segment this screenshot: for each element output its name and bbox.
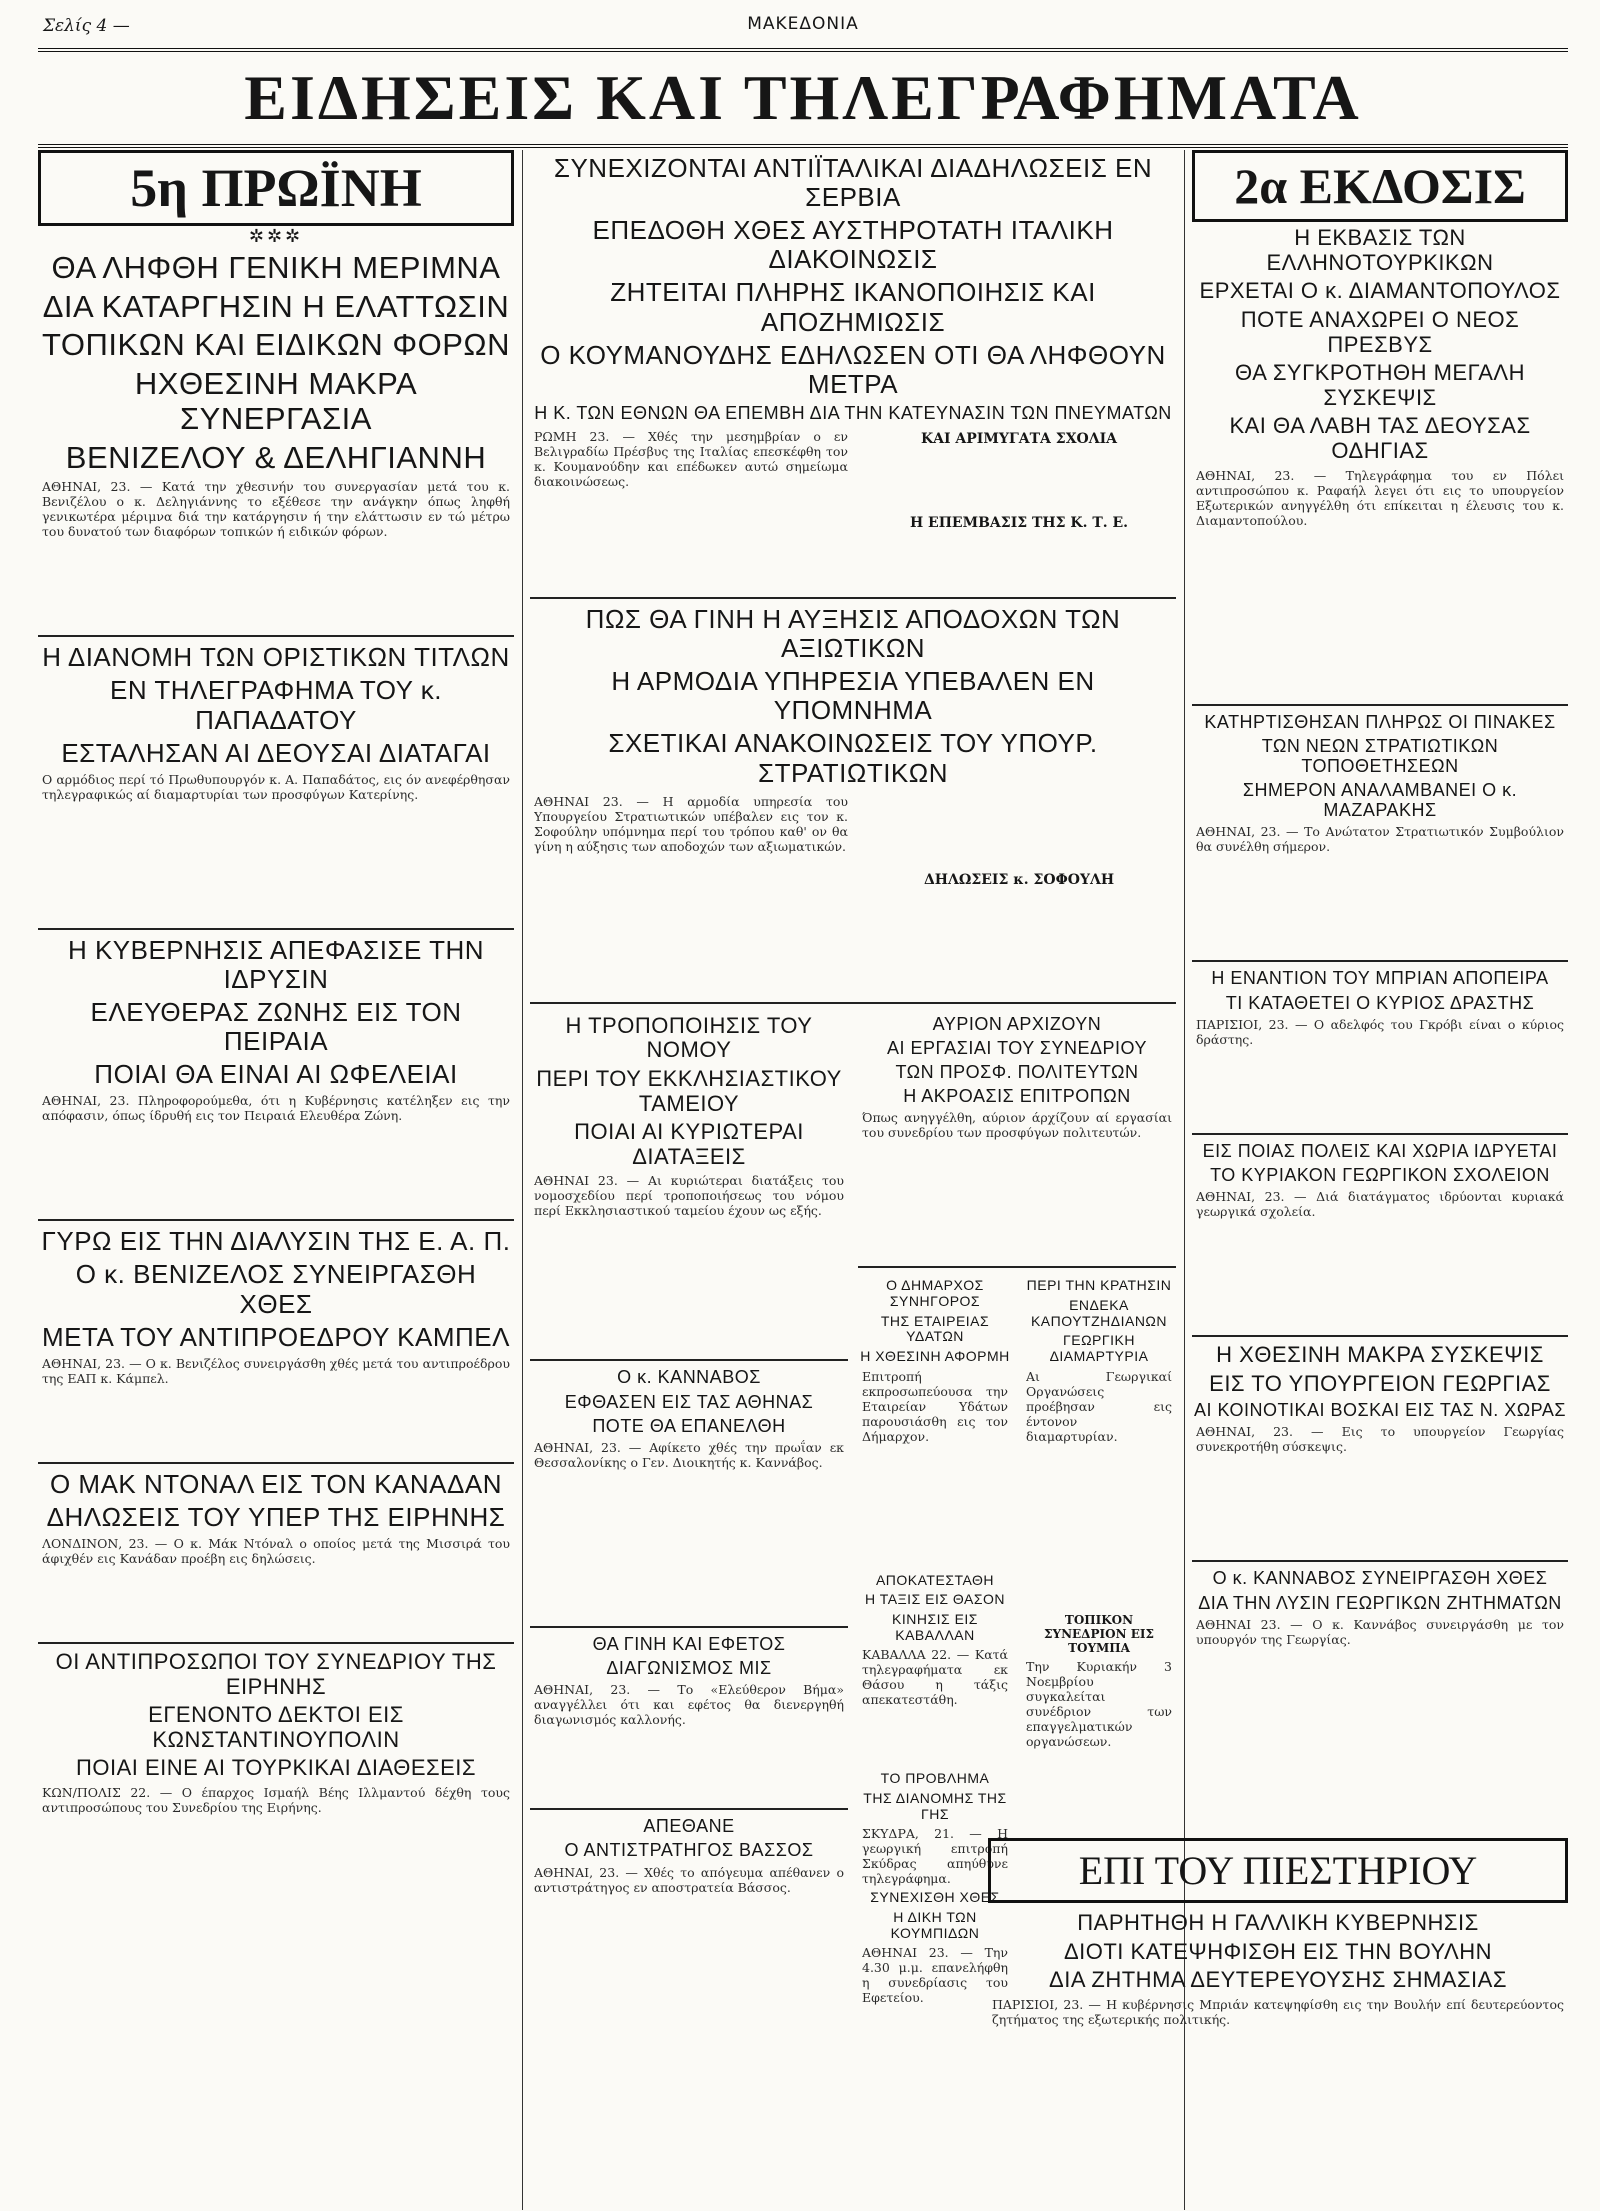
headline: Η ΑΡΜΟΔΙΑ ΥΠΗΡΕΣΙΑ ΥΠΕΒΑΛΕΝ ΕΝ ΥΠΟΜΝΗΜΑ <box>611 666 1095 726</box>
headline: ΠΟΙΑΙ ΑΙ ΚΥΡΙΩΤΕΡΑΙ ΔΙΑΤΑΞΕΙΣ <box>574 1119 804 1169</box>
article-body: Όπως ανηγγέλθη, αύριον άρχίζουν αί εργασίαι του συνεδρίου των προσφύγων πολιτευτών. <box>862 1110 1172 1141</box>
article-body: ΑΘΗΝΑΙ 23. — Αι κυριώτεραι διατάξεις του νομοσχεδίου περί τροποποιήσεως του νόμου περί Εκκλησιαστικού ταμείου έχουν ως εξής. <box>534 1173 844 1219</box>
subhead: ΤΟΠΙΚΟΝ ΣΥΝΕΔΡΙΟΝ ΕΙΣ ΤΟΥΜΠΑ <box>1044 1612 1154 1655</box>
headline: ΓΕΩΡΓΙΚΗ ΔΙΑΜΑΡΤΥΡΙΑ <box>1049 1332 1149 1364</box>
headline: ΕΠΕΔΟΘΗ ΧΘΕΣ ΑΥΣΤΗΡΟΤΑΤΗ ΙΤΑΛΙΚΗ ΔΙΑΚΟΙΝΩΣΙΣ <box>592 215 1114 275</box>
article-body: ΑΘΗΝΑΙ 23. — Ο κ. Καννάβος συνειργάσθη με τον υπουργόν της Γεωργίας. <box>1196 1616 1564 1647</box>
article-body <box>866 451 1172 511</box>
headline: ΕΝ ΤΗΛΕΓΡΑΦΗΜΑ ΤΟΥ κ. ΠΑΠΑΔΑΤΟΥ <box>109 675 443 735</box>
subhead: ΚΑΙ ΑΡΙΜΥΓΑΤΑ ΣΧΟΛΙΑ <box>920 431 1118 448</box>
headline: ΠΕΡΙ ΤΟΥ ΕΚΚΛΗΣΙΑΣΤΙΚΟΥ ΤΑΜΕΙΟΥ <box>536 1065 842 1116</box>
article <box>1192 1141 1568 1329</box>
headline: Ο ΑΝΤΙΣΤΡΑΤΗΓΟΣ ΒΑΣΣΟΣ <box>564 1840 814 1861</box>
article-body: ΚΑΒΑΛΛΑ 22. — Κατά τηλεγραφήματα εκ Θάσου η τάξις απεκατεστάθη. <box>862 1647 1008 1708</box>
divider <box>38 928 514 930</box>
article-body: ΑΘΗΝΑΙ, 23. — Ο κ. Βενιζέλος συνειργάσθη χθές μετά του αντιπροέδρου της ΕΑΠ κ. Κάμπελ. <box>42 1355 510 1386</box>
article-body: ΑΘΗΝΑΙ 23. — Η αρμοδία υπηρεσία του Υπουργείου Στρατιωτικών υπέβαλεν εις τον κ. Σοφούλην υπόμνημα περί του τρόπου καθ' ον θα γίνη η αύξησις των αποδοχών των αξιωματικών. <box>534 793 848 854</box>
divider <box>38 1462 514 1464</box>
headline: Η ΑΚΡΟΑΣΙΣ ΕΠΙΤΡΟΠΩΝ <box>903 1086 1131 1107</box>
article-body: ΣΚΥΔΡΑ, 21. — Η γεωργική επιτροπή Σκύδρας απηύθυνε τηλεγράφημα. <box>862 1826 1008 1887</box>
article-body: ΠΑΡΙΣΙΟΙ, 23. — Η κυβέρνησις Μπριάν κατεψηφίσθη εις την Βουλήν επί δευτερεύοντος ζητήματος της εξωτερικής πολιτικής. <box>992 1996 1564 2027</box>
headline: Ο κ. ΚΑΝΝΑΒΟΣ ΣΥΝΕΙΡΓΑΣΘΗ ΧΘΕΣ <box>1212 1568 1548 1589</box>
headline: ΕΛΕΥΘΕΡΑΣ ΖΩΝΗΣ ΕΙΣ ΤΟΝ ΠΕΙΡΑΙΑ <box>90 996 462 1057</box>
headline: Ο ΜΑΚ ΝΤΟΝΑΛ ΕΙΣ ΤΟΝ ΚΑΝΑΔΑΝ <box>49 1468 502 1499</box>
headline: ΠΟΤΕ ΑΝΑΧΩΡΕΙ Ο ΝΕΟΣ ΠΡΕΣΒΥΣ <box>1240 306 1520 357</box>
headline: ΔΙΟΤΙ ΚΑΤΕΨΗΦΙΣΘΗ ΕΙΣ ΤΗΝ ΒΟΥΛΗΝ <box>1063 1938 1493 1964</box>
headline: ΚΙΝΗΣΙΣ ΕΙΣ ΚΑΒΑΛΛΑΝ <box>892 1611 978 1643</box>
article-body: ΑΘΗΝΑΙ, 23. — Χθές το απόγευμα απέθανεν ο αντιστράτηγος εν αποστρατεία Βάσσος. <box>534 1864 844 1895</box>
headline: ΣΧΕΤΙΚΑΙ ΑΝΑΚΟΙΝΩΣΕΙΣ ΤΟΥ ΥΠΟΥΡ. ΣΤΡΑΤΙΩΤΙΚΩΝ <box>608 728 1098 788</box>
headline: ΠΩΣ ΘΑ ΓΙΝΗ Η ΑΥΞΗΣΙΣ ΑΠΟΔΟΧΩΝ ΤΩΝ ΑΞΙΩΤΙΚΩΝ <box>585 604 1121 664</box>
headline: ΑΙ ΚΟΙΝΟΤΙΚΑΙ ΒΟΣΚΑΙ ΕΙΣ ΤΑΣ Ν. ΧΩΡΑΣ <box>1194 1400 1566 1421</box>
divider <box>858 1266 1176 1268</box>
headline: ΣΥΝΕΧΙΖΟΝΤΑΙ ΑΝΤΙΪΤΑΛΙΚΑΙ ΔΙΑΔΗΛΩΣΕΙΣ ΕΝ ΣΕΡΒΙΑ <box>553 153 1153 213</box>
headline: Η ΔΙΚΗ ΤΩΝ ΚΟΥΜΠΙΔΩΝ <box>890 1909 980 1941</box>
headline: ΤΟΠΙΚΩΝ ΚΑΙ ΕΙΔΙΚΩΝ ΦΟΡΩΝ <box>42 327 510 363</box>
divider <box>1192 1335 1568 1337</box>
column-right <box>1192 150 1568 1759</box>
headline: ΔΙΑ ΤΗΝ ΛΥΣΙΝ ΓΕΩΡΓΙΚΩΝ ΖΗΤΗΜΑΤΩΝ <box>1198 1592 1562 1613</box>
headline: Η ΤΑΞΙΣ ΕΙΣ ΘΑΣΟΝ <box>864 1591 1006 1608</box>
edition-title: 2α ΕΚΔΟΣΙΣ <box>1192 150 1568 222</box>
divider <box>1192 1560 1568 1562</box>
article <box>1192 226 1568 698</box>
edition-title: 5η ΠΡΩΪΝΗ <box>38 150 514 226</box>
headline: ΘΑ ΣΥΓΚΡΟΤΗΘΗ ΜΕΓΑΛΗ ΣΥΣΚΕΨΙΣ <box>1235 360 1525 410</box>
divider <box>38 1219 514 1221</box>
headline: ΤΟ ΚΥΡΙΑΚΟΝ ΓΕΩΡΓΙΚΟΝ ΣΧΟΛΕΙΟΝ <box>1210 1164 1550 1185</box>
article-body: ΠΑΡΙΣΙΟΙ, 23. — Ο αδελφός του Γκρόβι είναι ο κύριος δράστης. <box>1196 1016 1564 1047</box>
article <box>38 936 514 1214</box>
headline: ΕΙΣ ΠΟΙΑΣ ΠΟΛΕΙΣ ΚΑΙ ΧΩΡΙΑ ΙΔΡΥΕΤΑΙ <box>1202 1140 1558 1161</box>
article-body: ΑΘΗΝΑΙ, 23. — Το «Ελεύθερον Βήμα» αναγγέλλει ότι και εφέτος θα διενεργηθή διαγωνισμός καλλονής. <box>534 1682 844 1728</box>
article <box>38 1227 514 1455</box>
article <box>530 154 1176 591</box>
headline: ΕΡΧΕΤΑΙ Ο κ. ΔΙΑΜΑΝΤΟΠΟΥΛΟΣ <box>1199 278 1561 304</box>
article <box>38 643 514 921</box>
headline: Ο κ. ΒΕΝΙΖΕΛΟΣ ΣΥΝΕΙΡΓΑΣΘΗ ΧΘΕΣ <box>75 1259 477 1319</box>
headline: ΕΓΕΝΟΝΤΟ ΔΕΚΤΟΙ ΕΙΣ ΚΩΝΣΤΑΝΤΙΝΟΥΠΟΛΙΝ <box>148 1702 404 1752</box>
headline: ΤΗΣ ΔΙΑΝΟΜΗΣ ΤΗΣ ΓΗΣ <box>863 1790 1007 1822</box>
headline: ΕΝΔΕΚΑ ΚΑΠΟΥΤΖΗΔΙΑΝΩΝ <box>1030 1296 1168 1329</box>
divider <box>1192 1133 1568 1135</box>
headline: ΤΙ ΚΑΤΑΘΕΤΕΙ Ο ΚΥΡΙΟΣ ΔΡΑΣΤΗΣ <box>1225 992 1535 1013</box>
article-body: ΑΘΗΝΑΙ, 23. — Αφίκετο χθές την πρωΐαν εκ Θεσσαλονίκης ο Γεν. Διοικητής κ. Καννάβος. <box>534 1439 844 1470</box>
headline: ΠΟΤΕ ΘΑ ΕΠΑΝΕΛΘΗ <box>592 1415 786 1436</box>
headline: ΖΗΤΕΙΤΑΙ ΠΛΗΡΗΣ ΙΚΑΝΟΠΟΙΗΣΙΣ ΚΑΙ ΑΠΟΖΗΜΙΩΣΙΣ <box>610 277 1096 337</box>
article-body: ΑΘΗΝΑΙ 23. — Την 4.30 μ.μ. επανελήφθη η συνεδρίασις του Εφετείου. <box>862 1945 1008 2006</box>
headline: Ο ΔΗΜΑΡΧΟΣ ΣΥΝΗΓΟΡΟΣ <box>886 1277 984 1309</box>
headline: ΘΑ ΛΗΦΘΗ ΓΕΝΙΚΗ ΜΕΡΙΜΝΑ <box>51 250 501 285</box>
article-body: ΑΘΗΝΑΙ, 23. — Το Ανώτατον Στρατιωτικόν Συμβούλιον θα συνέλθη σήμερον. <box>1196 824 1564 855</box>
headline: ΕΣΤΑΛΗΣΑΝ ΑΙ ΔΕΟΥΣΑΙ ΔΙΑΤΑΓΑΙ <box>61 737 491 768</box>
column-center <box>530 150 1176 2007</box>
headline: ΜΕΤΑ ΤΟΥ ΑΝΤΙΠΡΟΕΔΡΟΥ ΚΑΜΠΕΛ <box>42 1321 510 1352</box>
headline: ΔΙΑ ΚΑΤΑΡΓΗΣΙΝ Η ΕΛΑΤΤΩΣΙΝ <box>42 288 510 324</box>
divider <box>530 1359 848 1361</box>
divider <box>530 1808 848 1810</box>
article <box>530 1010 848 2008</box>
press-stop-section <box>988 1830 1568 2119</box>
headline: Η ΚΥΒΕΡΝΗΣΙΣ ΑΠΕΦΑΣΙΣΕ ΤΗΝ ΙΔΡΥΣΙΝ <box>67 934 485 994</box>
headline: ΠΟΙΑΙ ΘΑ ΕΙΝΑΙ ΑΙ ΩΦΕΛΕΙΑΙ <box>94 1059 458 1090</box>
article <box>1192 1568 1568 1756</box>
article <box>38 251 514 629</box>
headline: ΣΥΝΕΧΙΣΘΗ ΧΘΕΣ <box>870 1889 1000 1906</box>
headline: ΤΗΣ ΕΤΑΙΡΕΙΑΣ ΥΔΑΤΩΝ <box>880 1312 990 1345</box>
headline: ΒΕΝΙΖΕΛΟΥ & ΔΕΛΗΓΙΑΝΝΗ <box>65 439 487 475</box>
article-body: ΛΟΝΔΙΝΟΝ, 23. — Ο κ. Μάκ Ντόναλ ο οποίος μετά της Μισσιρά του άφιχθέν εις Κανάδαν προέβη εις δηλώσεις. <box>42 1535 510 1566</box>
headline: ΔΙΑ ΖΗΤΗΜΑ ΔΕΥΤΕΡΕΥΟΥΣΗΣ ΣΗΜΑΣΙΑΣ <box>1049 1967 1507 1993</box>
divider <box>38 1642 514 1644</box>
page-number: Σελίς 4 — <box>43 16 130 36</box>
headline: ΑΥΡΙΟΝ ΑΡΧΙΖΟΥΝ <box>932 1013 1102 1034</box>
headline: ΑΠΕΘΑΝΕ <box>643 1816 735 1837</box>
newspaper-name: ΜΑΚΕΔΟΝΙΑ <box>747 14 859 34</box>
headline: ΤΟ ΠΡΟΒΛΗΜΑ <box>880 1770 990 1787</box>
headline: ΠΟΙΑΙ ΕΙΝΕ ΑΙ ΤΟΥΡΚΙΚΑΙ ΔΙΑΘΕΣΕΙΣ <box>76 1755 476 1781</box>
subhead: Η ΕΠΕΜΒΑΣΙΣ ΤΗΣ Κ. Τ. Ε. <box>909 515 1129 532</box>
article-body: Ο αρμόδιος περί τό Πρωθυπουργόν κ. Α. Παπαδάτος, εις όν ανεφέρθησαν τηλεγραφικώς αί διαμαρτυρίαι των προσφύγων Κατερίνης. <box>42 771 510 802</box>
press-banner: ΕΠΙ ΤΟΥ ΠΙΕΣΤΗΡΙΟΥ <box>988 1838 1568 1903</box>
column-rule <box>522 150 523 2210</box>
ornament: ✲✲✲ <box>248 226 304 247</box>
headline: ΣΗΜΕΡΟΝ ΑΝΑΛΑΜΒΑΝΕΙ Ο κ. ΜΑΖΑΡΑΚΗΣ <box>1242 780 1518 821</box>
column-left <box>38 150 514 2107</box>
headline: ΗΧΘΕΣΙΝΗ ΜΑΚΡΑ ΣΥΝΕΡΓΑΣΙΑ <box>134 366 418 436</box>
divider <box>530 1002 1176 1004</box>
article-body: Αι Γεωργικαί Οργανώσεις προέβησαν εις έντονον διαμαρτυρίαν. <box>1026 1368 1172 1444</box>
article <box>1192 1343 1568 1554</box>
article-body: ΑΘΗΝΑΙ, 23. — Εις το υπουργείον Γεωργίας συνεκροτήθη σύσκεψις. <box>1196 1424 1564 1455</box>
headline: ΚΑΤΗΡΤΙΣΘΗΣΑΝ ΠΛΗΡΩΣ ΟΙ ΠΙΝΑΚΕΣ <box>1204 711 1556 732</box>
divider <box>38 635 514 637</box>
headline: ΔΙΑΓΩΝΙΣΜΟΣ ΜΙΣ <box>606 1658 772 1679</box>
headline: ΘΑ ΓΙΝΗ ΚΑΙ ΕΦΕΤΟΣ <box>592 1633 786 1654</box>
headline: ΠΕΡΙ ΤΗΝ ΚΡΑΤΗΣΙΝ <box>1026 1277 1172 1294</box>
article <box>1192 968 1568 1126</box>
article-body: ΑΘΗΝΑΙ, 23. — Τηλεγράφημα του εν Πόλει αντιπροσώπου κ. Ραφαήλ λεγει ότι εις το υπουργείον Εξωτερικών ανηγγέλθη ότι επίκειται η έλευσις του κ. Διαμαντοπούλου. <box>1196 467 1564 528</box>
headline: ΟΙ ΑΝΤΙΠΡΟΣΩΠΟΙ ΤΟΥ ΣΥΝΕΔΡΙΟΥ ΤΗΣ ΕΙΡΗΝΗΣ <box>55 1648 497 1699</box>
divider <box>530 1626 848 1628</box>
article-body: Επιτροπή εκπροσωπεύουσα την Εταιρείαν Υδάτων παρουσιάσθη εις τον Δήμαρχον. <box>862 1368 1008 1444</box>
headline: ΕΦΘΑΣΕΝ ΕΙΣ ΤΑΣ ΑΘΗΝΑΣ <box>564 1391 814 1412</box>
headline: Η ΧΘΕΣΙΝΗ ΑΦΟΡΜΗ <box>860 1348 1010 1364</box>
headline: ΠΑΡΗΤΗΘΗ Η ΓΑΛΛΙΚΗ ΚΥΒΕΡΝΗΣΙΣ <box>1077 1910 1479 1935</box>
headline: ΑΠΟΚΑΤΕΣΤΑΘΗ <box>875 1571 995 1588</box>
article-body: ΑΘΗΝΑΙ, 23. — Διά διατάγματος ιδρύονται κυριακά γεωργικά σχολεία. <box>1196 1189 1564 1220</box>
article-body: ΑΘΗΝΑΙ, 23. — Κατά την χθεσινήν του συνεργασίαν μετά του κ. Βενιζέλου ο κ. Δεληγιάννης το εξέθεσε την ανάγκην όπως ληφθή γενικωτέρα μέριμνα διά την κατάργησιν ή την ελάττωσιν εν τώ μέτρω του δυνατού των διαφόρων τοπικών ή ειδικών φόρων. <box>42 479 510 540</box>
headline: Ο ΚΟΥΜΑΝΟΥΔΗΣ ΕΔΗΛΩΣΕΝ ΟΤΙ ΘΑ ΛΗΦΘΟΥΝ ΜΕΤΡΑ <box>540 339 1166 399</box>
divider <box>530 597 1176 599</box>
divider <box>1192 704 1568 706</box>
headline: ΕΙΣ ΤΟ ΥΠΟΥΡΓΕΙΟΝ ΓΕΩΡΓΙΑΣ <box>1209 1370 1551 1396</box>
newspaper-page <box>38 0 1568 2211</box>
headline: ΑΙ ΕΡΓΑΣΙΑΙ ΤΟΥ ΣΥΝΕΔΡΙΟΥ <box>887 1037 1147 1058</box>
headline: Η ΕΝΑΝΤΙΟΝ ΤΟΥ ΜΠΡΙΑΝ ΑΠΟΠΕΙΡΑ <box>1211 968 1549 989</box>
section-masthead: ΕΙΔΗΣΕΙΣ ΚΑΙ ΤΗΛΕΓΡΑΦΗΜΑΤΑ <box>38 48 1568 148</box>
headline: ΚΑΙ ΘΑ ΛΑΒΗ ΤΑΣ ΔΕΟΥΣΑΣ ΟΔΗΓΙΑΣ <box>1229 413 1531 463</box>
headline: ΤΩΝ ΠΡΟΣΦ. ΠΟΛΙΤΕΥΤΩΝ <box>895 1062 1139 1082</box>
article <box>530 605 1176 996</box>
headline: Η ΔΙΑΝΟΜΗ ΤΩΝ ΟΡΙΣΤΙΚΩΝ ΤΙΤΛΩΝ <box>42 642 510 673</box>
headline: ΓΥΡΩ ΕΙΣ ΤΗΝ ΔΙΑΛΥΣΙΝ ΤΗΣ Ε. Α. Π. <box>41 1226 511 1257</box>
article-body: ΑΘΗΝΑΙ, 23. Πληροφορούμεθα, ότι η Κυβέρνησις κατέληξεν εις την απόφασιν, όπως ίδρυθή εις τον Πειραιά Ελευθέρα Ζώνη. <box>42 1093 510 1124</box>
article <box>38 1470 514 1636</box>
headline: ΤΩΝ ΝΕΩΝ ΣΤΡΑΤΙΩΤΙΚΩΝ ΤΟΠΟΘΕΤΗΣΕΩΝ <box>1261 735 1499 776</box>
article-body: ΚΩΝ/ΠΟΛΙΣ 22. — Ο έπαρχος Ισμαήλ Βέης Ιλλμαντού δέχθη τους αντιπροσώπους του Συνεδρίου της Ειρήνης. <box>42 1785 510 1816</box>
headline: Η ΤΡΟΠΟΠΟΙΗΣΙΣ ΤΟΥ ΝΟΜΟΥ <box>565 1012 813 1063</box>
folio <box>38 12 1568 42</box>
article-body: Την Κυριακήν 3 Νοεμβρίου συγκαλείται συνέδριον των επαγγελματικών οργανώσεων. <box>1026 1658 1172 1749</box>
article <box>1192 712 1568 955</box>
headline: Η Κ. ΤΩΝ ΕΘΝΩΝ ΘΑ ΕΠΕΜΒΗ ΔΙΑ ΤΗΝ ΚΑΤΕΥΝΑΣΙΝ ΤΩΝ ΠΝΕΥΜΑΤΩΝ <box>534 402 1172 423</box>
headline: Η ΧΘΕΣΙΝΗ ΜΑΚΡΑ ΣΥΣΚΕΨΙΣ <box>1216 1342 1544 1368</box>
divider <box>1192 960 1568 962</box>
headline: ΔΗΛΩΣΕΙΣ ΤΟΥ ΥΠΕΡ ΤΗΣ ΕΙΡΗΝΗΣ <box>46 1501 506 1532</box>
article <box>38 1650 514 2105</box>
subhead: ΔΗΛΩΣΕΙΣ κ. ΣΟΦΟΥΛΗ <box>923 871 1115 888</box>
headline: Ο κ. ΚΑΝΝΑΒΟΣ <box>617 1367 761 1388</box>
article-body: ΡΩΜΗ 23. — Χθές την μεσημβρίαν ο εν Βελιγραδίω Πρέσβυς της Ιταλίας επεσκέφθη τον κ. Κουμανούδην και επέδωκεν αυτώ σημείωμα διακοινώσεως. <box>534 429 848 490</box>
headline: Η ΕΚΒΑΣΙΣ ΤΩΝ ΕΛΛΗΝΟΤΟΥΡΚΙΚΩΝ <box>1266 225 1494 275</box>
